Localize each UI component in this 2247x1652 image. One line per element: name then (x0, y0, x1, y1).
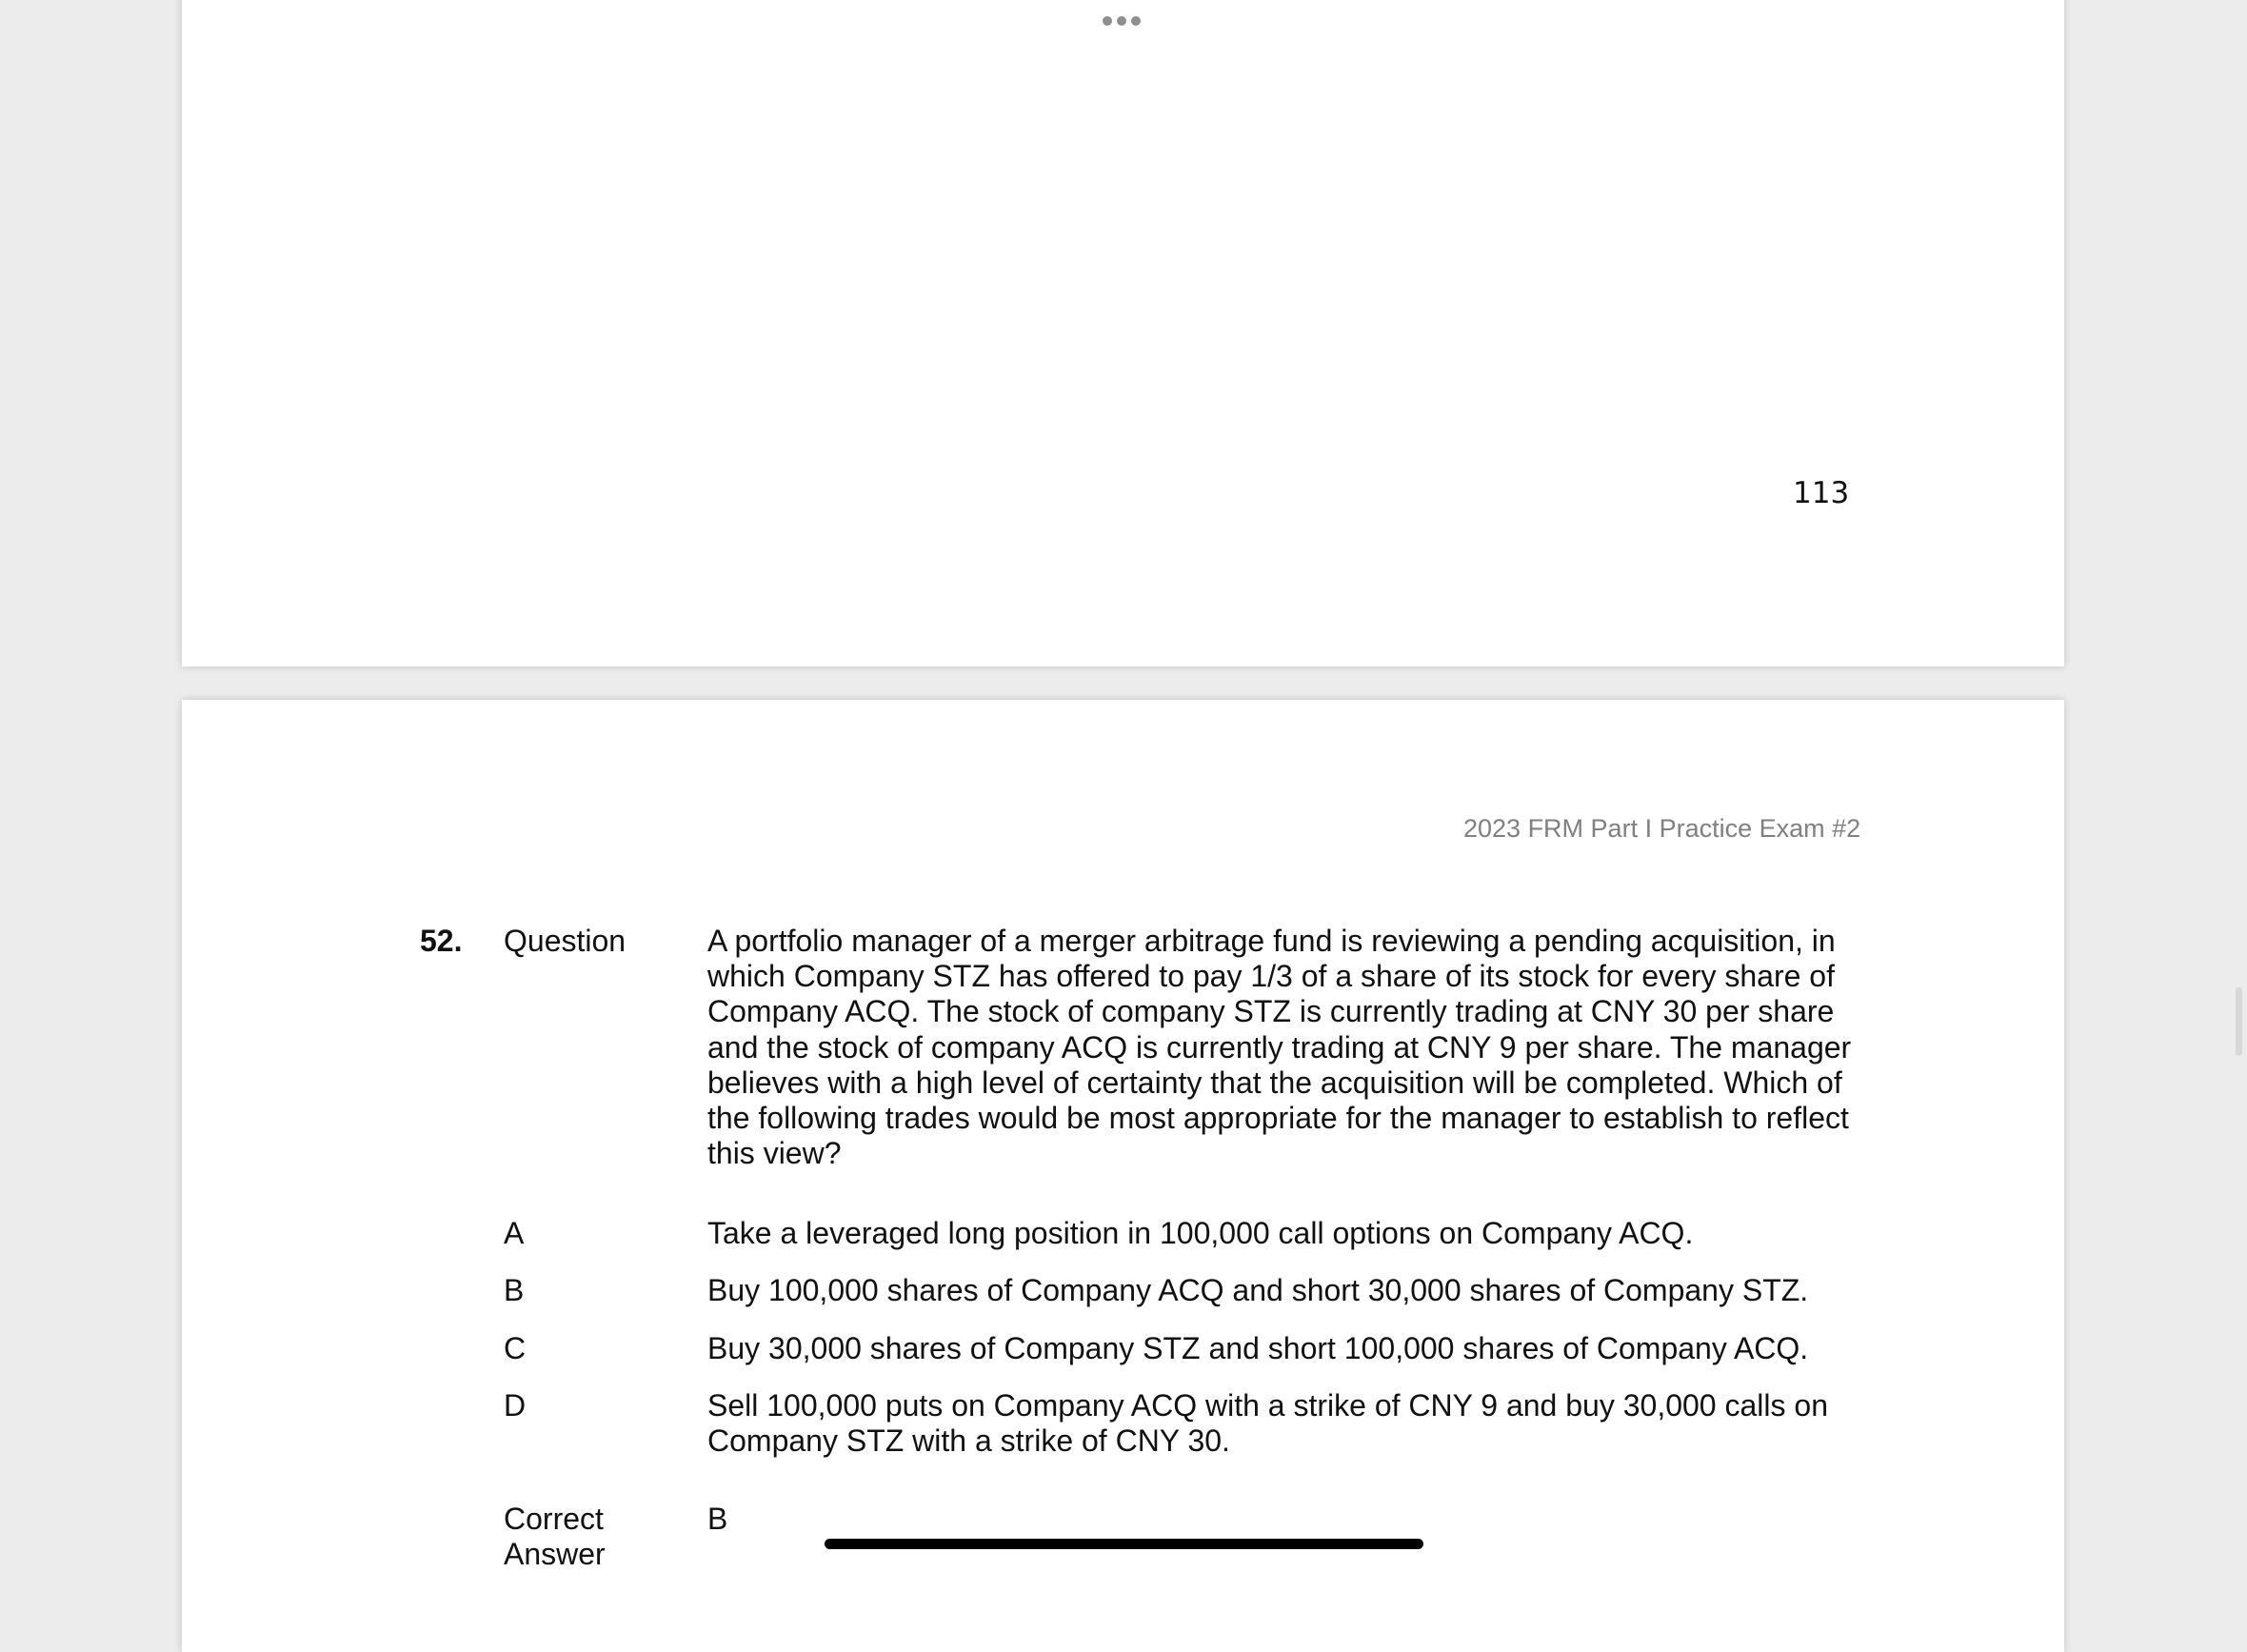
page-number: 113 (1793, 476, 1850, 510)
option-letter-d: D (504, 1388, 527, 1423)
dot (1131, 16, 1141, 26)
dot (1117, 16, 1126, 26)
document-page-114 (182, 700, 2064, 1652)
option-letter-c: C (504, 1331, 527, 1365)
question-text: A portfolio manager of a merger arbitrage fund is reviewing a pending acquisition, in which Company STZ has offered to pay 1/3 of a share of its stock for every share of Company ACQ. The stock of company STZ is currently trading at CNY 30 per share and the stock of company ACQ is currently trading at CNY 9 per share. The manager believes with a high level of certainty that the acquisition will be completed. Which of the following trades would be most appropriate for the manager to establish to reflect this view? (707, 924, 1852, 1171)
home-indicator[interactable] (825, 1539, 1423, 1549)
correct-answer-label: Correct Answer (504, 1502, 606, 1571)
more-dots-icon[interactable] (1103, 16, 1141, 26)
option-text-a: Take a leveraged long position in 100,000 call options on Company ACQ. (707, 1216, 1694, 1250)
dot (1103, 16, 1112, 26)
option-letter-a: A (504, 1216, 525, 1250)
correct-answer-value: B (707, 1502, 728, 1536)
page-header: 2023 FRM Part I Practice Exam #2 (1463, 814, 1861, 843)
option-text-b: Buy 100,000 shares of Company ACQ and short 30,000 shares of Company STZ. (707, 1273, 1809, 1307)
scrollbar[interactable] (2236, 987, 2242, 1056)
question-number: 52. (420, 924, 463, 958)
question-label: Question (504, 924, 626, 958)
option-letter-b: B (504, 1273, 525, 1307)
option-text-d: Sell 100,000 puts on Company ACQ with a strike of CNY 9 and buy 30,000 calls on Company STZ with a strike of CNY 30. (707, 1388, 1828, 1459)
option-text-c: Buy 30,000 shares of Company STZ and short 100,000 shares of Company ACQ. (707, 1331, 1809, 1365)
document-page-113 (182, 0, 2064, 667)
